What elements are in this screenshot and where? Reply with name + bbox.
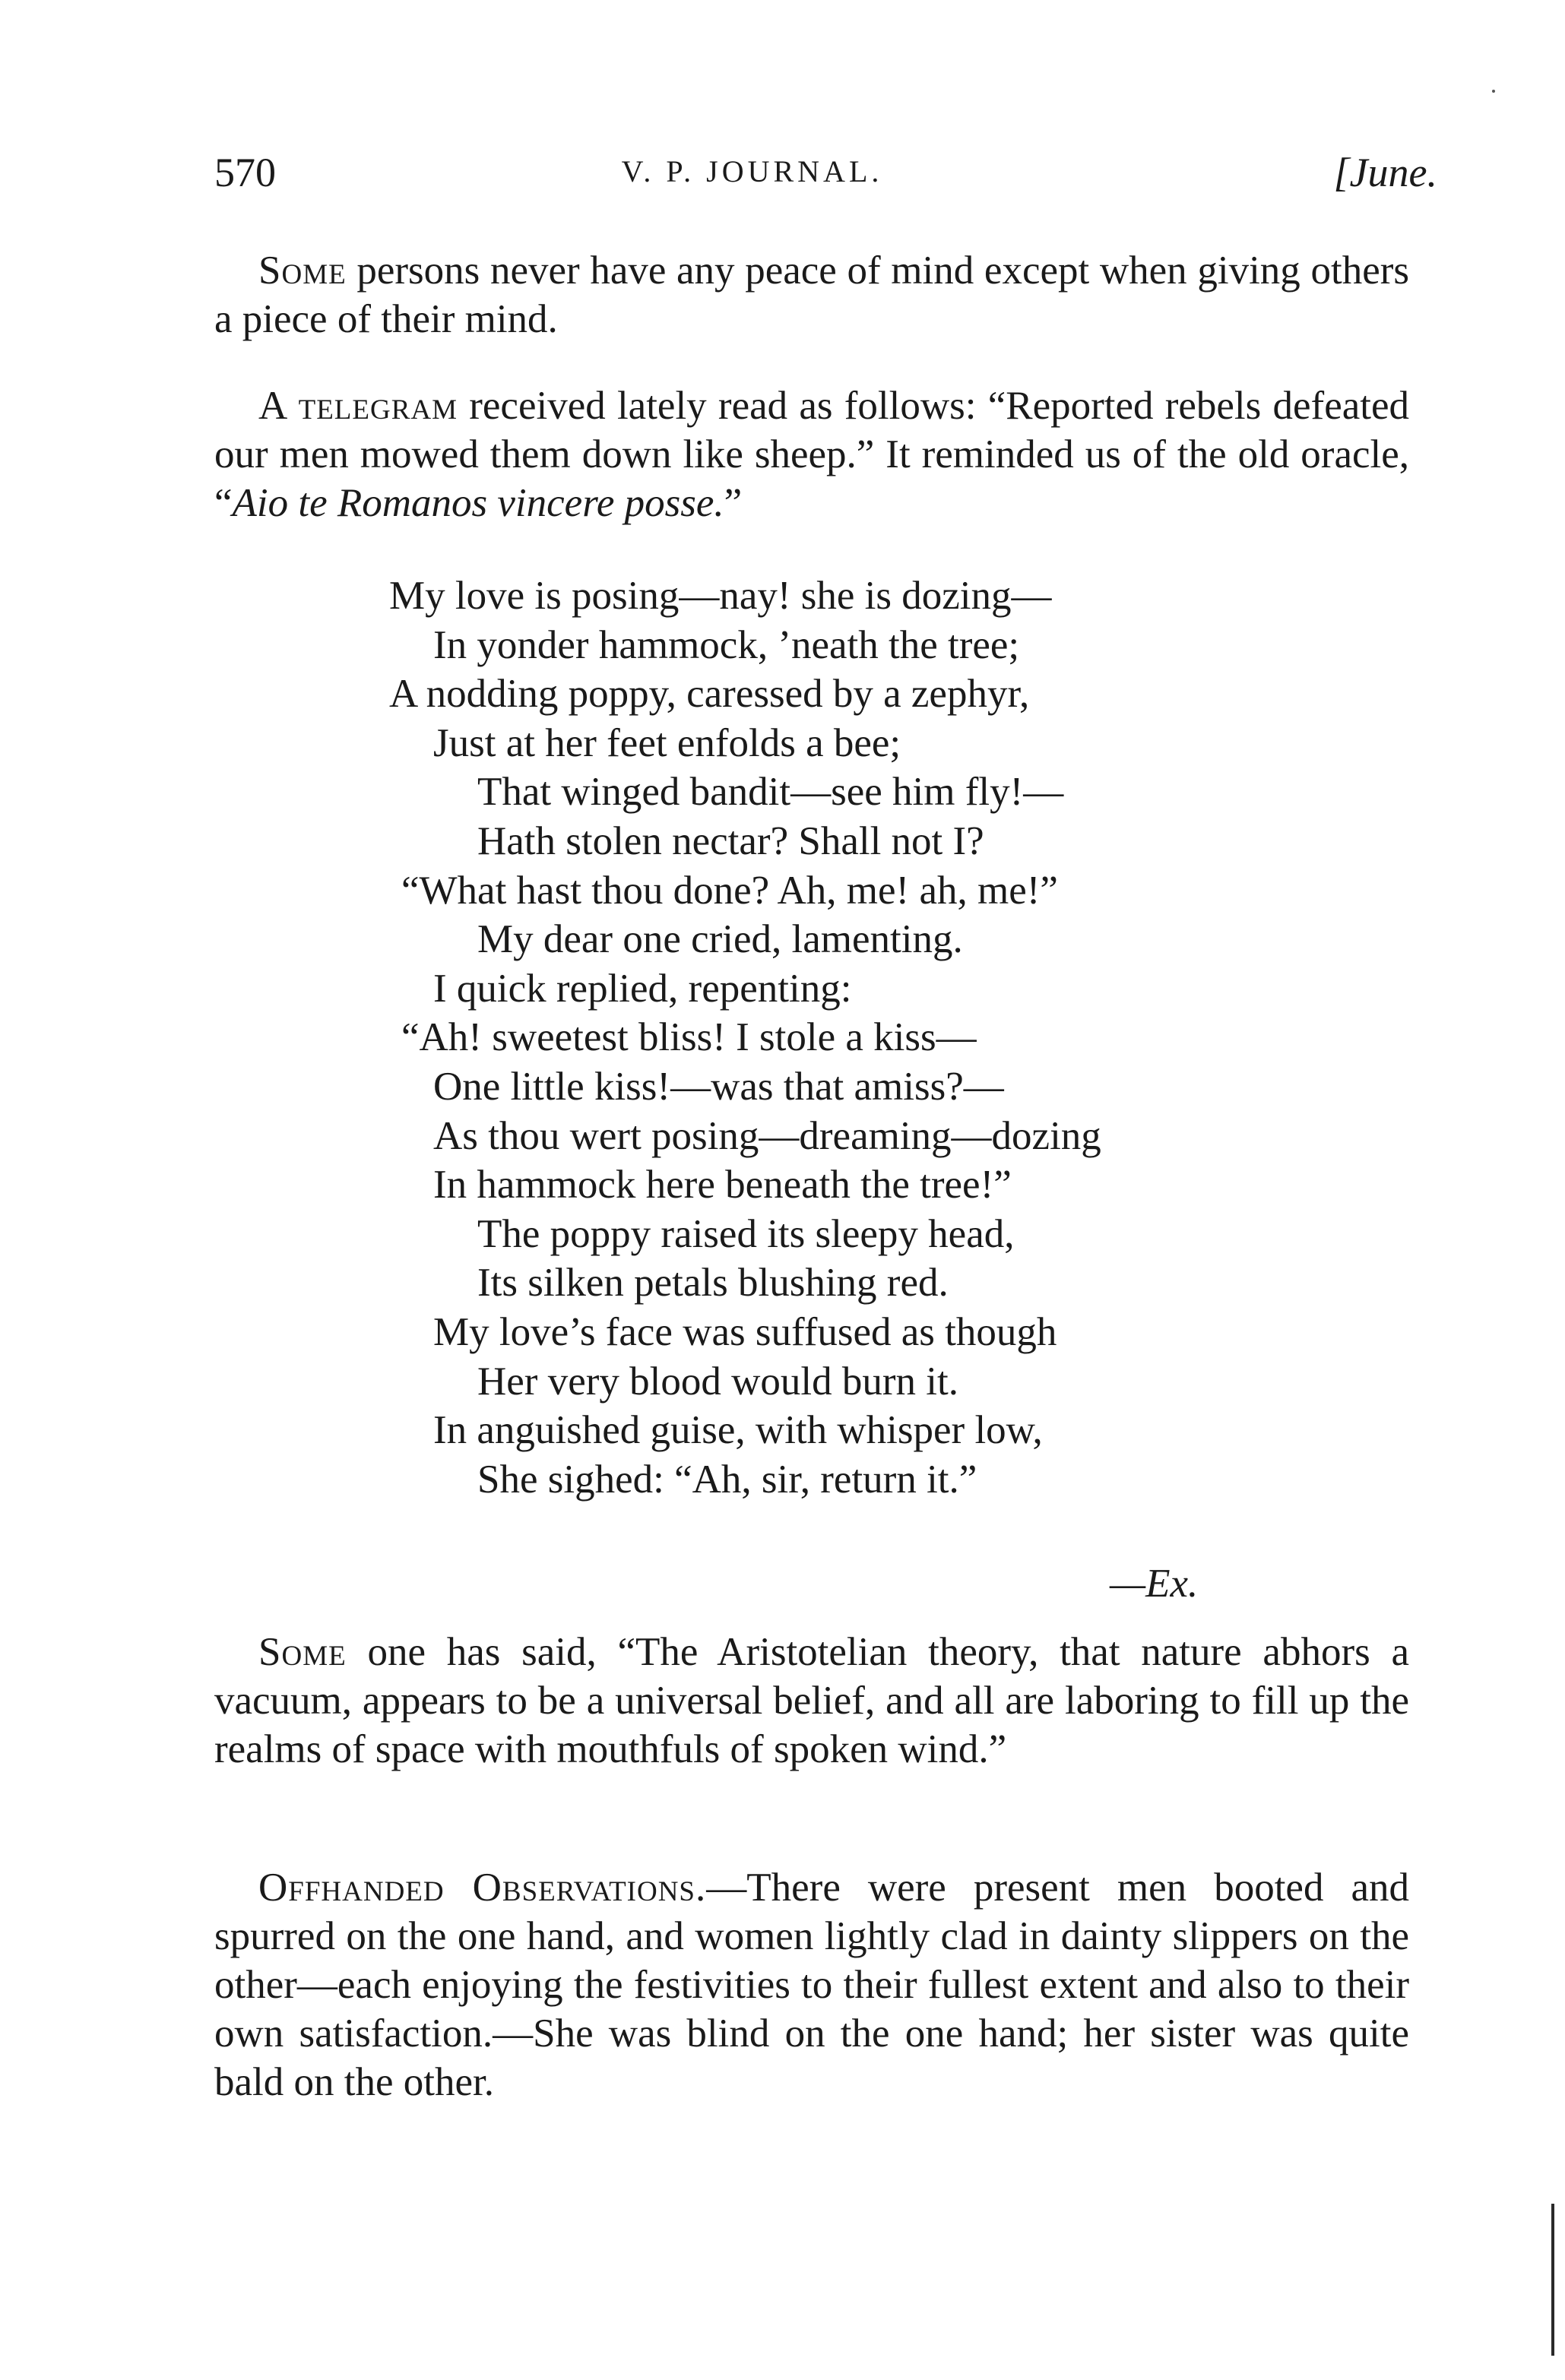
lead-word: Some — [258, 248, 347, 293]
paragraph-offhanded-observations — [214, 1863, 1409, 2106]
paragraph-telegram — [214, 381, 1409, 527]
poem-line: I quick replied, repenting: — [433, 966, 852, 1011]
lead-word: A telegram — [258, 384, 458, 428]
poem-line: My dear one cried, lamenting. — [477, 917, 963, 962]
page-number: 570 — [214, 150, 276, 195]
running-title — [0, 153, 1565, 189]
poem-line: She sighed: “Ah, sir, return it.” — [477, 1457, 977, 1502]
poem-line: The poppy raised its sleepy head, — [477, 1211, 1015, 1256]
poem-line: Her very blood would burn it. — [477, 1359, 958, 1404]
poem-attribution: —Ex. — [1110, 1562, 1199, 1606]
poem-line: A nodding poppy, caressed by a zephyr, — [389, 672, 1030, 717]
poem-line: That winged bandit—see him fly!— — [477, 770, 1064, 815]
poem-line: My love is posing—nay! she is dozing— — [389, 574, 1052, 618]
lead-word: Some — [258, 1630, 347, 1674]
poem-line: In anguished guise, with whisper low, — [433, 1408, 1043, 1453]
paragraph-peace-of-mind — [214, 246, 1409, 343]
latin-oracle: Aio te Romanos vincere posse. — [232, 481, 724, 525]
paragraph-aristotelian — [214, 1628, 1409, 1774]
paragraph-text: one has said, “The Aristotelian theory, that nature abhors a vacuum, appears to be a universal belief, and all are laboring to fill up the realms of space with mouthfuls of spoken wind.” — [214, 1630, 1409, 1771]
paragraph-text: persons never have any peace of mind except when giving others a piece of their mind. — [214, 248, 1409, 341]
poem — [389, 571, 1101, 1504]
poem-line: “Ah! sweetest bliss! I stole a kiss— — [401, 1015, 977, 1060]
poem-line: In hammock here beneath the tree!” — [433, 1163, 1012, 1207]
scan-speck — [1492, 90, 1495, 93]
lead-word: Offhanded Observations. — [258, 1866, 707, 1910]
paragraph-text: received lately read as follows: “Reported rebels defeated our men mowed them down like sheep.” It reminded us of the old oracle, “ — [214, 384, 1409, 525]
scan-edge-mark — [1551, 2204, 1554, 2356]
closing-quote: ” — [724, 481, 743, 525]
poem-line: One little kiss!—was that amiss?— — [433, 1064, 1004, 1109]
poem-line: Hath stolen nectar? Shall not I? — [477, 818, 984, 863]
poem-line: In yonder hammock, ’neath the tree; — [433, 622, 1020, 667]
poem-line: My love’s face was suffused as though — [433, 1309, 1057, 1354]
paragraph-text: —There were present men booted and spurred on the one hand, and women lightly clad in dainty slippers on the other—each enjoying the festivities to their fullest extent and also to their own satisfaction.—She was blind on the one hand; her sister was quite bald on the other. — [214, 1866, 1409, 2104]
page-header — [0, 149, 1565, 202]
poem-line: As thou wert posing—dreaming—dozing — [433, 1113, 1101, 1158]
month-label: [June. — [1333, 150, 1437, 195]
poem-line: Just at her feet enfolds a bee; — [433, 720, 901, 765]
poem-line: Its silken petals blushing red. — [477, 1261, 949, 1306]
poem-line: “What hast thou done? Ah, me! ah, me!” — [401, 868, 1058, 913]
running-title-text: V. P. JOURNAL. — [621, 154, 883, 188]
